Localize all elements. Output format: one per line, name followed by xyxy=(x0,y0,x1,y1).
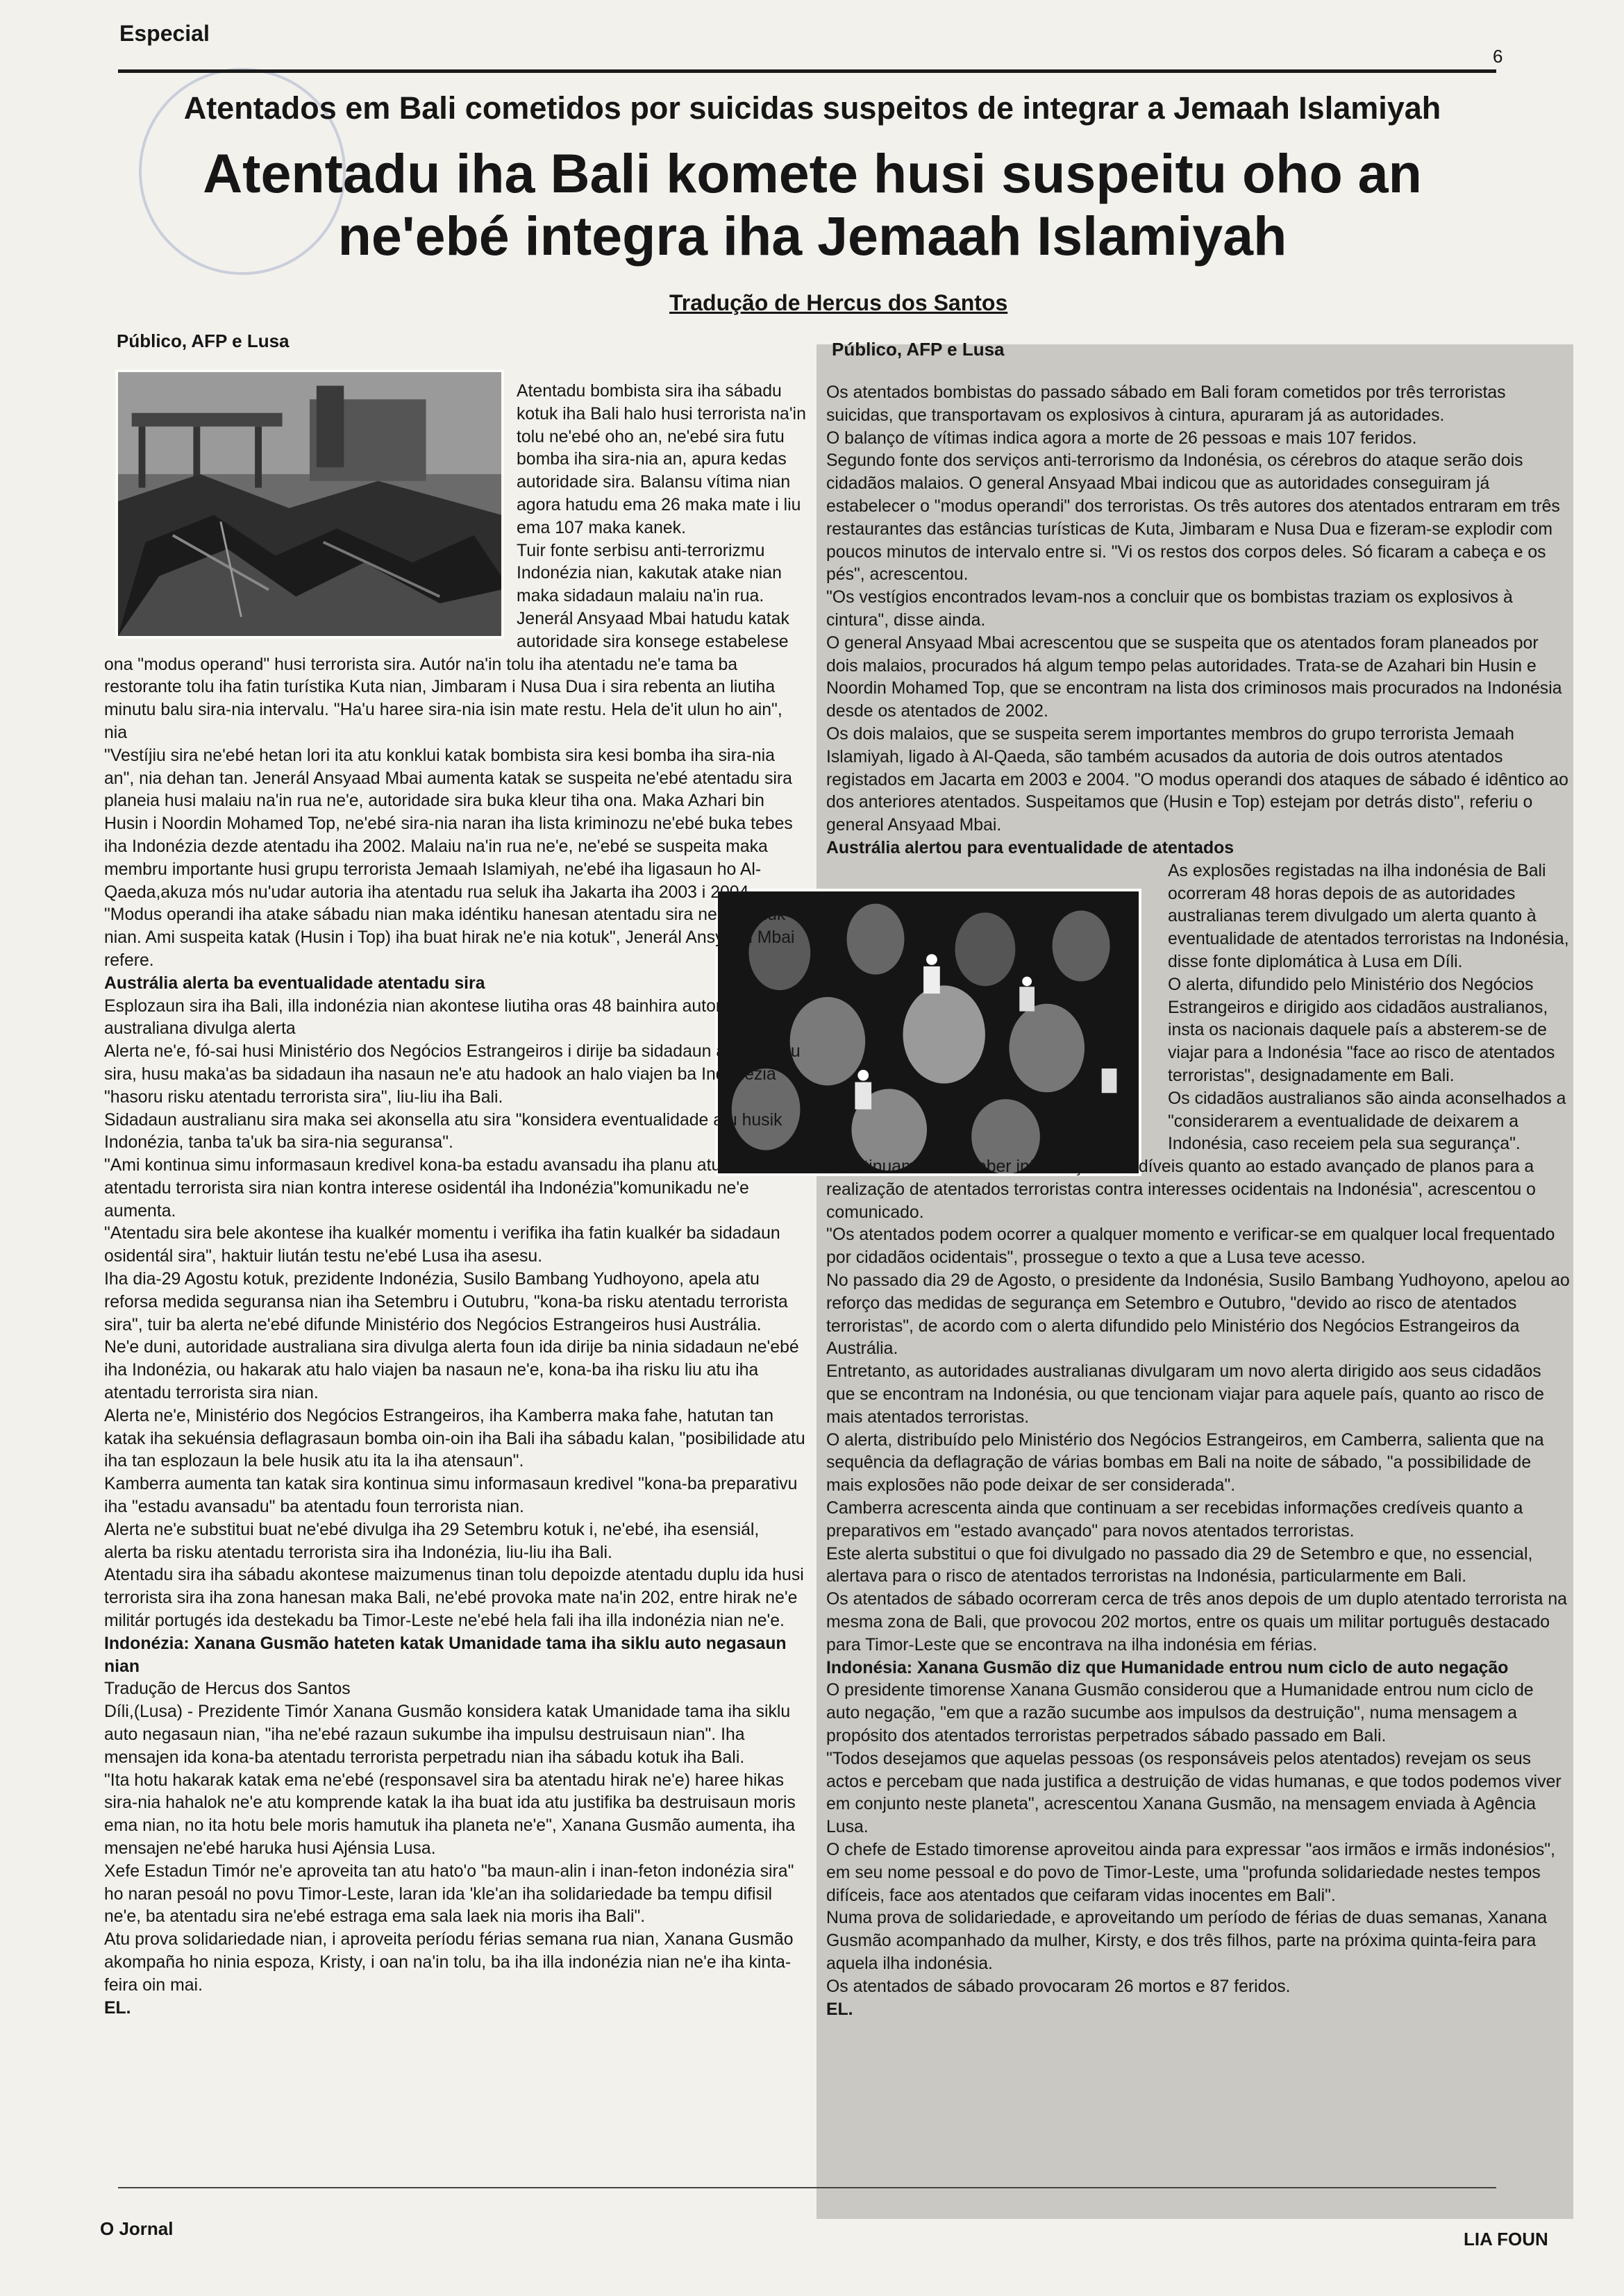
source-right: Público, AFP e Lusa xyxy=(832,339,1005,360)
photo-wrap-spacer xyxy=(826,860,1168,1152)
article-headline xyxy=(104,142,1521,267)
portuguese-signature: EL. xyxy=(826,2000,853,2019)
tetum-paragraph: Iha dia-29 Agostu kotuk, prezidente Indonézia, Susilo Bambang Yudhoyono, apela atu reforsa medida seguransa nian iha Setembru i Outubru, "kona-ba risku atentadu terrorista sira", tuir ba alerta ne'ebé difunde Ministério dos Negócios Estrangeiros husi Austrália. xyxy=(104,1270,788,1334)
footer-tag: LIA FOUN xyxy=(1464,2229,1548,2249)
portuguese-paragraph: Os atentados bombistas do passado sábado em Bali foram cometidos por três terroristas suicidas, que transportavam os explosivos à cintura, apuraram já as autoridades. xyxy=(826,383,1506,425)
portuguese-paragraph: O alerta, difundido pelo Ministério dos Negócios Estrangeiros e dirigido aos cidadãos australianos, insta os nacionais daquele país a absterem-se de viajar para a Indonésia "face ao risco de atentados terroristas", designadamente em Bali. xyxy=(1168,975,1555,1085)
footer-rule xyxy=(118,2187,1496,2188)
portuguese-paragraph: O chefe de Estado timorense aproveitou ainda para expressar "aos irmãos e irmãs indonésios", em seu nome pessoal e do povo de Timor-Leste, uma "profunda solidariedade nestes tempos difíceis, face aos atentados que ceifaram vidas inocentes em Bali". xyxy=(826,1841,1555,1905)
portuguese-paragraph: Numa prova de solidariedade, e aproveitando um período de férias de duas semanas, Xanana Gusmão acompanhado da mulher, Kirsty, e dos três filhos, parte na próxima quinta-feira para aquela ilha indonésia. xyxy=(826,1909,1548,1973)
tetum-paragraph: "Ami kontinua simu informasaun kredivel kona-ba estadu avansadu iha planu atu realiza atentadu terrorista sira nian kontra interese osidentál iha Indonézia"komunikadu ne'e aumenta. xyxy=(104,1156,777,1221)
tetum-paragraph: Atentadu bombista sira iha sábadu kotuk iha Bali halo husi terrorista na'in tolu ne'ebé oho an, ne'ebé sira futu bomba iha sira-nia an, apura kedas autoridade sira. Balansu vítima nian agora hatudu ema 26 maka mate i liu ema 107 maka kanek. xyxy=(517,382,806,537)
portuguese-paragraph: Os dois malaios, que se suspeita serem importantes membros do grupo terrorista Jemaah Islamiyah, ligado à Al-Qaeda, são também acusados da autoria de dois outros atentados registados em Jacarta em 2003 e 2004. "O modus operandi dos ataques de sábado é idêntico ao dos anteriores atentados. Suspeitamos que (Husin e Top) estejam por detrás disto", referiu o general Ansyaad Mbai. xyxy=(826,724,1568,835)
source-left: Público, AFP e Lusa xyxy=(117,330,290,351)
portuguese-paragraph: No passado dia 29 de Agosto, o presidente da Indonésia, Susilo Bambang Yudhoyono, apelou ao reforço das medidas de segurança em Setembro e Outubro, "devido ao risco de atentados terroristas", de acordo com o alerta difundido pelo Ministério dos Negócios Estrangeiros da Austrália. xyxy=(826,1271,1570,1359)
header-rule xyxy=(118,69,1496,73)
tetum-paragraph: Alerta ne'e substitui buat ne'ebé divulga iha 29 Setembru kotuk i, ne'ebé, iha esensiál, alerta ba risku atentadu terrorista sira iha Indonézia, liu-liu iha Bali. xyxy=(104,1520,760,1562)
portuguese-paragraph: "Todos desejamos que aquelas pessoas (os responsáveis pelos atentados) revejam os seus actos e percebam que nada justifica a destruição de vidas humanas, e que todos podemos viver em conjunto neste planeta", acrescentou Xanana Gusmão, na mensagem enviada à Agência Lusa. xyxy=(826,1749,1562,1837)
portuguese-subheading: Indonésia: Xanana Gusmão diz que Humanidade entrou num ciclo de auto negação xyxy=(826,1658,1509,1677)
portuguese-paragraph: "Continuamos a receber informações credíveis quanto ao estado avançado de planos para a realização de atentados terroristas contra interesses ocidentais na Indonésia", acrescentou o comunicado. xyxy=(826,1157,1536,1222)
tetum-paragraph: Ne'e duni, autoridade australiana sira divulga alerta foun ida dirije ba ninia sidadaun ne'ebé iha Indonézia, ou hakarak atu halo viajen ba nasaun ne'e, kona-ba iha risku liu atu iha atentadu terrorista sira nian. xyxy=(104,1338,799,1403)
tetum-paragraph: Esplozaun sira iha Bali, illa indonézia nian akontese liutiha oras 48 bainhira autoridade australiana divulga alerta xyxy=(104,996,764,1039)
portuguese-paragraph: "Os atentados podem ocorrer a qualquer momento e verificar-se em qualquer local frequentado por cidadãos ocidentais", prossegue o texto a que a Lusa teve acesso. xyxy=(826,1225,1555,1268)
tetum-paragraph: "Ita hotu hakarak katak ema ne'ebé (responsavel sira ba atentadu hirak ne'e) haree hikas sira-nia hahalok ne'e atu komprende katak la iha buat ida atu justifika ba destruisaun moris ema nian, no ita hotu bele moris hamutuk iha planeta ne'e", Xanana Gusmão aumenta, iha mensajen ne'ebé haruka husi Ajénsia Lusa. xyxy=(104,1770,796,1858)
headline-line-1: Atentadu iha Bali komete husi suspeitu oho an xyxy=(203,142,1422,204)
headline-line-2: ne'ebé integra iha Jemaah Islamiyah xyxy=(337,205,1287,267)
portuguese-paragraph: Este alerta substitui o que foi divulgado no passado dia 29 de Setembro e que, no essencial, alertava para o risco de atentados terroristas na Indonésia, particularmente em Bali. xyxy=(826,1544,1533,1586)
tetum-paragraph: Kamberra aumenta tan katak sira kontinua simu informasaun kredivel "kona-ba preparativu iha "estadu avansadu" ba atentadu foun terrorista nian. xyxy=(104,1475,798,1517)
portuguese-column xyxy=(826,382,1571,2021)
tetum-paragraph: Tuir fonte serbisu anti-terrorizmu Indonézia nian, kakutak atake nian maka sidadaun malaiu na'in rua. Jenerál Ansyaad Mbai hatudu katak autoridade sira konsege estabelese ona "modus operand" husi terrorista sira. Autór na'in tolu iha atentadu ne'e tama ba restorante tolu iha fatin turístika Kuta nian, Jimbaram i Nusa Dua i sira rebenta an liutiha minutu balu sira-nia intervalu. "Ha'u haree sira-nia isin mate restu. Hela de'it ulun ho ain", nia xyxy=(104,541,789,742)
tetum-paragraph: Alerta ne'e, fó-sai husi Ministério dos Negócios Estrangeiros i dirije ba sidadaun australianu sira, husu maka'as ba sidadaun iha nasaun ne'e atu hadook an halo viajen ba Indonézia "hasoru risku atentadu terrorista sira", liu-liu iha Bali. xyxy=(104,1042,801,1107)
tetum-subheading: Indonézia: Xanana Gusmão hateten katak Umanidade tama iha siklu auto negasaun nian xyxy=(104,1634,787,1676)
article-subtitle: Atentados em Bali cometidos por suicidas suspeitos de integrar a Jemaah Islamiyah xyxy=(183,90,1441,126)
tetum-signature: EL. xyxy=(104,1998,131,2018)
tetum-subheading: Austrália alerta ba eventualidade atentadu sira xyxy=(104,973,485,993)
tetum-paragraph: Xefe Estadun Timór ne'e aproveita tan atu hato'o "ba maun-alin i inan-feton indonézia sira" ho naran pesoál no povu Timor-Leste, laran ida 'kle'an iha solidariedade ba tempu difisil ne'e, ba atentadu sira ne'ebé estraga ema sala laek nia moris iha Bali". xyxy=(104,1861,794,1927)
tetum-paragraph: Díli,(Lusa) - Prezidente Timór Xanana Gusmão konsidera katak Umanidade tama iha siklu auto negasaun nian, "iha ne'ebé razaun sukumbe iha impulsu destruisaun nian". Iha mensajen ida kona-ba atentadu terrorista perpetradu nian iha sábadu kotuk iha Bali. xyxy=(104,1702,791,1767)
footer-publication: O Jornal xyxy=(100,2218,174,2239)
portuguese-paragraph: Os atentados de sábado ocorreram cerca de três anos depois de um duplo atentado terrorista na mesma zona de Bali, que provocou 202 mortos, entre os quais um militar português destacado para Timor-Leste que se encontrava na ilha indonésia em férias. xyxy=(826,1590,1567,1654)
tetum-paragraph: Atu prova solidariedade nian, i aproveita períodu férias semana rua nian, Xanana Gusmão akompaña ho ninia espoza, Kristy, i oan na'in tolu, ba iha illa indonézia nian ne'e iha kinta-feira oin mai. xyxy=(104,1930,794,1995)
tetum-paragraph: Atentadu sira iha sábadu akontese maizumenus tinan tolu depoizde atentadu duplu ida husi terrorista sira iha zona hanesan maka Bali, ne'ebé provoka mate na'in 202, entre hirak ne'e militár portugés ida destekadu ba Timor-Leste ne'ebé hela fali iha illa indonézia nian ne'e. xyxy=(104,1566,804,1631)
portuguese-paragraph: O presidente timorense Xanana Gusmão considerou que a Humanidade entrou num ciclo de auto negação, "em que a razão sucumbe aos impulsos da destruição", numa mensagem a propósito dos atentados terroristas perpetrados sábado passado em Bali. xyxy=(826,1681,1534,1746)
tetum-paragraph: Alerta ne'e, Ministério dos Negócios Estrangeiros, iha Kamberra maka fahe, hatutan tan katak iha sekuénsia deflagrasaun bomba oin-oin iha Bali iha sábadu kalan, "posibilidade atu iha tan esplozaun la bele husik atu ita la iha atensaun". xyxy=(104,1406,805,1471)
translator-credit: Tradução de Hercus dos Santos xyxy=(669,290,1008,315)
portuguese-paragraph: Os atentados de sábado provocaram 26 mortos e 87 feridos. xyxy=(826,1977,1291,1996)
portuguese-paragraph: "Os vestígios encontrados levam-nos a concluir que os bombistas traziam os explosivos à cintura", disse ainda. xyxy=(826,588,1513,630)
tetum-paragraph: "Vestíjiu sira ne'ebé hetan lori ita atu konklui katak bombista sira kesi bomba iha sira-nia an", nia dehan tan. Jenerál Ansyaad Mbai aumenta katak se suspeita ne'ebé atentadu sira planeia husi malaiu na'in rua ne'e, autoridade sira buka kleur tiha ona. Maka Azhari bin Husin i Noordin Mohamed Top, ne'ebé sira-nia naran iha lista kriminozu ne'ebé buka tebes iha Indonézia dezde atentadu iha 2002. Malaiu na'in rua ne'e, ne'ebé se suspeita maka membru importante husi grupu terrorista Jemaah Islamiyah, ne'ebé iha ligasaun ho Al-Qaeda,akuza mós nu'udar autoria iha atentadu rua seluk iha Jakarta iha 2003 i 2004. "Modus operandi iha atake sábadu nian maka idéntiku hanesan atentadu sira ne'ebé uluk nian. Ami suspeita katak (Husin i Top) iha buat hirak ne'e nia kotuk", Jenerál Ansyaad Mbai refere. xyxy=(104,746,795,970)
portuguese-paragraph: O alerta, distribuído pelo Ministério dos Negócios Estrangeiros, em Camberra, salienta que na sequência da deflagração de várias bombas em Bali na noite de sábado, "a possibilidade de mais explosões não pode deixar de ser considerada". xyxy=(826,1430,1544,1495)
portuguese-paragraph: Entretanto, as autoridades australianas divulgaram um novo alerta dirigido aos seus cidadãos que se encontram na Indonésia, ou que tencionam viajar para aquele país, quanto ao risco de mais atentados terroristas. xyxy=(826,1362,1544,1427)
page-number: 6 xyxy=(1493,46,1503,67)
portuguese-paragraph: Camberra acrescenta ainda que continuam a ser recebidas informações credíveis quanto a preparativos em "estado avançado" para novos atentados terroristas. xyxy=(826,1499,1523,1541)
tetum-paragraph: "Atentadu sira bele akontese iha kualkér momentu i verifika iha fatin kualkér ba sidadaun osidentál sira", haktuir liután testu ne'ebé Lusa iha asesu. xyxy=(104,1224,780,1266)
section-label: Especial xyxy=(119,21,210,46)
portuguese-subheading: Austrália alertou para eventualidade de atentados xyxy=(826,838,1234,857)
portuguese-paragraph: As explosões registadas na ilha indonésia de Bali ocorreram 48 horas depois de as autoridades australianas terem divulgado um alerta quanto à eventualidade de atentados terroristas na Indonésia, disse fonte diplomática à Lusa em Díli. xyxy=(1168,861,1569,971)
tetum-paragraph: Sidadaun australianu sira maka sei akonsella atu sira "konsidera eventualidade atu husik Indonézia, tanba ta'uk ba sira-nia seguransa". xyxy=(104,1110,782,1153)
portuguese-paragraph: O balanço de vítimas indica agora a morte de 26 pessoas e mais 107 feridos. xyxy=(826,428,1417,448)
tetum-translator: Tradução de Hercus dos Santos xyxy=(104,1679,351,1699)
photo-wrap-spacer xyxy=(104,380,517,644)
tetum-column xyxy=(104,380,807,2020)
portuguese-paragraph: O general Ansyaad Mbai acrescentou que se suspeita que os atentados foram planeados por dois malaios, procurados há algum tempo pelas autoridades. Trata-se de Azahari bin Husin e Noordin Mohamed Top, que se encontram na lista dos criminosos mais procurados na Indonésia desde os atentados de 2002. xyxy=(826,633,1562,721)
portuguese-paragraph: Os cidadãos australianos são ainda aconselhados a "considerarem a eventualidade de deixarem a Indonésia, caso receiem pela sua segurança". xyxy=(1168,1089,1566,1154)
portuguese-paragraph: Segundo fonte dos serviços anti-terrorismo da Indonésia, os cérebros do ataque serão dois cidadãos malaios. O general Ansyaad Mbai indicou que as autoridades conseguiram já estabelecer o "modus operandi" dos terroristas. Os três autores dos atentados entraram em três restaurantes das estâncias turísticas de Kuta, Jimbaram e Nusa Dua e fizeram-se explodir com poucos minutos de intervalo entre si. "Vi os restos dos corpos deles. Só ficaram a cabeça e os pés", acrescentou. xyxy=(826,451,1560,585)
